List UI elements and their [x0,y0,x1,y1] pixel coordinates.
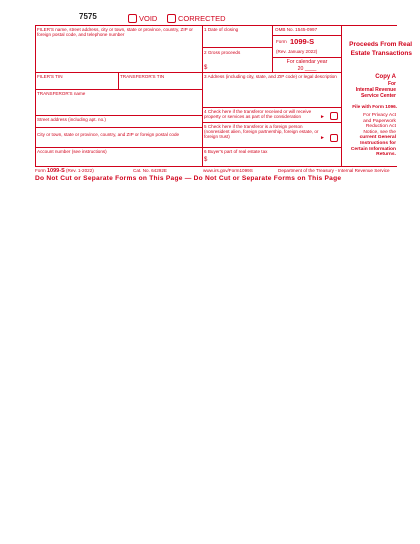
irs-line-1: Internal Revenue [355,87,396,93]
privacy-line-8: Returns. [376,152,396,158]
footer-form-name: 1099-S [47,168,65,174]
privacy-line-5: current General [359,135,396,141]
footer-rev: (Rev. 1-2022) [66,168,94,173]
gross-proceeds-field[interactable] [209,56,271,71]
footer-department: Department of the Treasury - Internal Revenue Service [278,168,390,173]
city-label: City or town, state or province, country, and ZIP or foreign postal code [37,132,180,137]
box5-arrow-icon: ► [320,135,325,141]
filer-tin-field[interactable] [36,79,117,88]
box5-label: 5 Check here if the transferor is a foreign person (nonresident alien, foreign partnership, foreign estate, or foreign trust) [204,124,319,140]
calendar-year-label: For calendar year [286,59,328,65]
transferor-name-label: TRANSFEROR'S name [37,91,86,96]
box6-label: 6 Buyer's part of real estate tax [204,149,268,154]
box3-label: 3 Address (including city, state, and ZIP code) or legal description [204,74,337,79]
filer-tin-label: FILER'S TIN [37,74,63,79]
privacy-line-3: Reduction Act [365,124,396,130]
footer-form [35,168,94,174]
form-prefix: Form [276,39,287,44]
box6-dollar: $ [204,157,208,163]
corrected-checkbox[interactable] [167,14,176,23]
copy-label: Copy A [375,74,396,80]
do-not-cut-warning: Do Not Cut or Separate Forms on This Page — Do Not Cut or Separate Forms on This Page [35,175,342,182]
box2-label: 2 Gross proceeds [204,50,241,55]
box5-checkbox[interactable] [330,134,338,142]
date-of-closing-field[interactable] [203,33,271,46]
box4-checkbox[interactable] [330,112,338,120]
footer-cat-no: Cat. No. 64292E [133,168,167,173]
address-field[interactable] [203,80,340,106]
account-label: Account number (see instructions) [37,149,107,154]
privacy-line-6: Instructions for [360,140,396,146]
footer-url: www.irs.gov/Form1099S [203,168,253,173]
box4-label: 4 Check here if the transferor received or will receive property or services as part of the consideration [204,109,312,120]
irs-line-2: Service Center [360,93,396,99]
omb-number: OMB No. 1545-0997 [275,27,318,32]
transferor-name-field[interactable] [36,97,201,114]
privacy-line-4: Notice, see the [363,129,396,135]
calendar-year-value: 20 ____ [297,66,317,72]
privacy-line-2: and Paperwork [363,118,396,124]
transferor-tin-label: TRANSFEROR'S TIN [120,74,165,79]
title-line-2: Estate Transactions [350,49,412,57]
file-with: File with Form 1096. [352,104,397,109]
account-field[interactable] [36,155,201,165]
filer-name-label: FILER'S name, street address, city or town, state or province, country, ZIP or foreign postal code, and telephone number [37,27,193,38]
buyers-tax-field[interactable] [209,155,340,165]
void-label: VOID [139,14,158,23]
form-name: 1099-S [290,37,315,46]
privacy-line-7: Certain Information [350,146,396,152]
transferor-tin-field[interactable] [119,79,201,88]
corrected-label: CORRECTED [178,14,226,23]
void-checkbox[interactable] [128,14,137,23]
title-line-1: Proceeds From Real [349,41,412,48]
privacy-notice [343,113,396,158]
box4-arrow-icon: ► [320,114,325,120]
copy-a-block [343,74,396,99]
filer-name-field[interactable] [36,38,201,71]
form-title [326,41,412,58]
box1-label: 1 Date of closing [204,27,239,32]
for-label: For [387,81,396,87]
form-revision: (Rev. January 2022) [276,49,318,54]
privacy-line-1: For Privacy Act [363,113,396,118]
city-field[interactable] [36,138,201,146]
street-field[interactable] [36,122,201,126]
form-code: 7575 [79,12,97,21]
footer-form-label: Form [35,168,46,173]
street-label: Street address (including apt. no.) [37,117,106,122]
box2-dollar: $ [204,65,208,71]
